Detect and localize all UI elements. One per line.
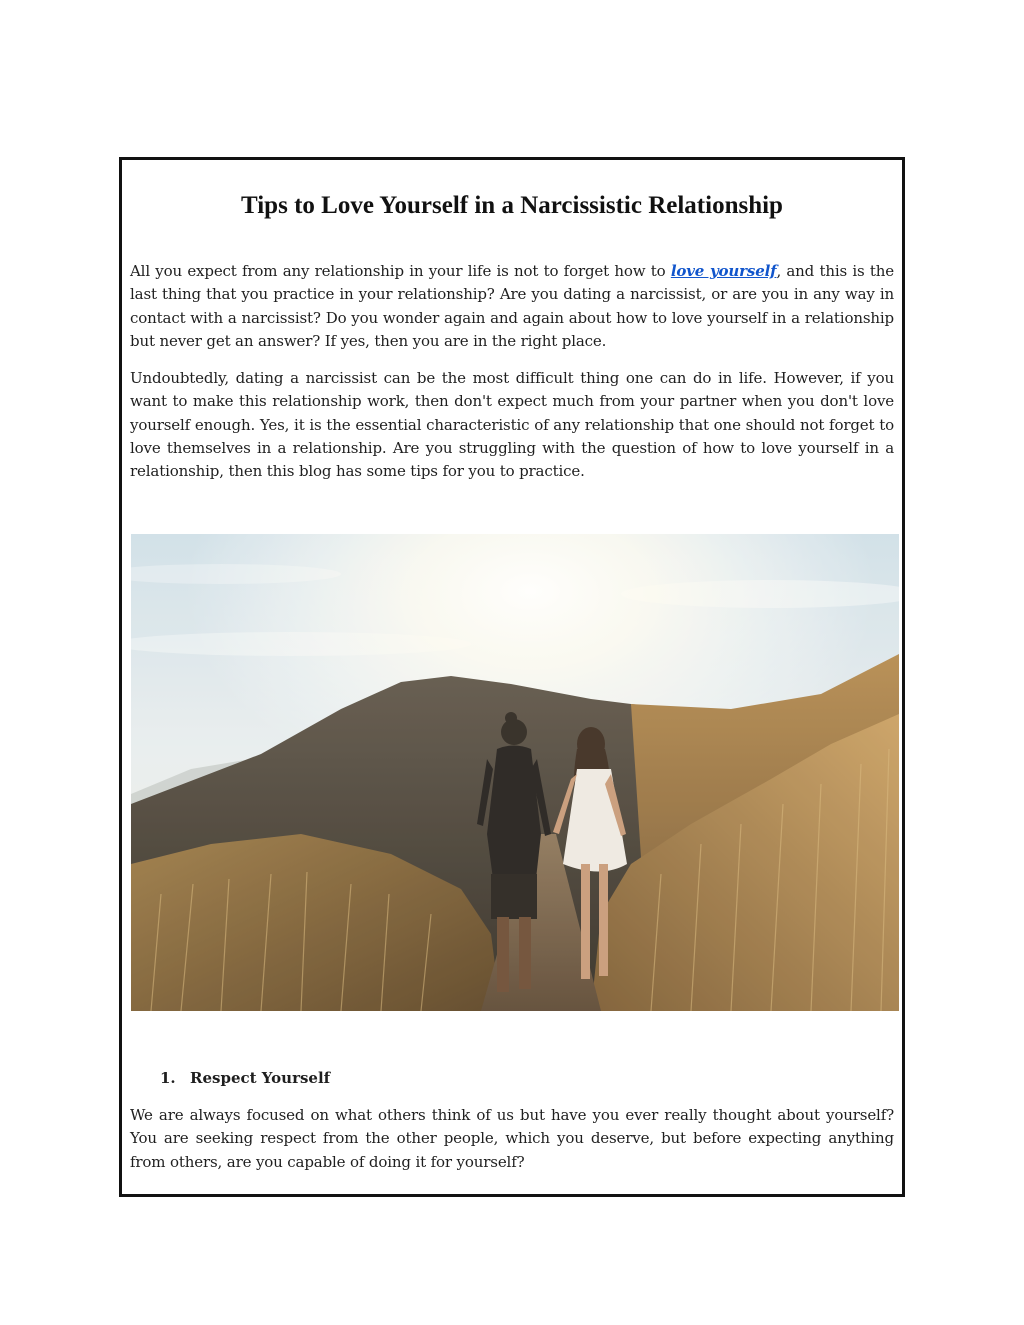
section-heading-text: Respect Yourself — [190, 1069, 331, 1087]
section-heading-respect-yourself — [160, 1067, 330, 1089]
second-paragraph: Undoubtedly, dating a narcissist can be the most difficult thing one can do in life. However, if you want to make this relationship work, then don't expect much from your partner when you don't love yourself enough. Yes, it is the essential characteristic of any relationship that one should not forget to love themselves in a relationship. Are you struggling with the question of how to love yourself in a relationship, then this blog has some tips for you to practice. — [130, 369, 894, 481]
intro-text-after-link: , and this is the last thing that you practice in your relationship? Are you dating a narcissist, or are you in any way in contact with a narcissist? Do you wonder again and again about how to love yourself in a relationship but never get an answer? If yes, then you are in the right place. — [130, 262, 894, 350]
page-title: Tips to Love Yourself in a Narcissistic Relationship — [241, 192, 783, 219]
love-yourself-link[interactable]: love yourself — [670, 262, 777, 280]
document-frame — [119, 157, 905, 1197]
intro-text-before-link: All you expect from any relationship in your life is not to forget how to — [130, 262, 671, 280]
intro-paragraph — [130, 260, 894, 353]
section-number: 1. — [160, 1069, 176, 1087]
respect-yourself-paragraph: We are always focused on what others think of us but have you ever really thought about yourself? You are seeking respect from the other people, which you deserve, but before expecting anything from others, are you capable of doing it for yourself? — [130, 1106, 894, 1171]
couple-walking-hillside-image — [131, 534, 899, 1011]
